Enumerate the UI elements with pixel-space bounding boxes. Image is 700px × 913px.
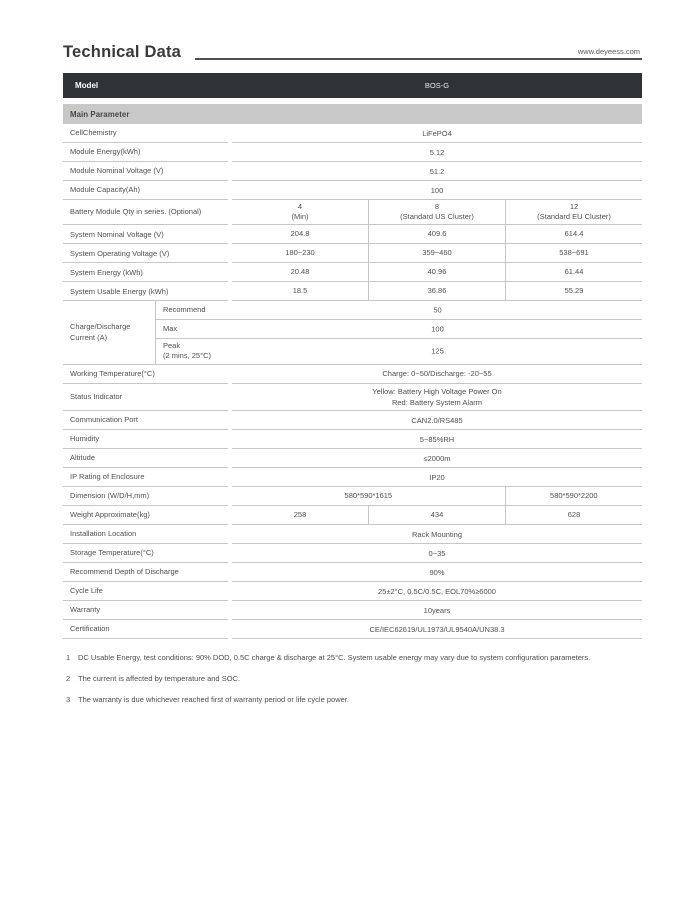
footnotes bbox=[63, 653, 642, 704]
row-value: CE/IEC62619/UL1973/UL9540A/UN38.3 bbox=[232, 620, 642, 639]
row-value: CAN2.0/RS485 bbox=[232, 411, 642, 430]
value-col-span2: 580*590*1615 bbox=[344, 490, 393, 500]
table-row bbox=[63, 487, 642, 506]
value-col bbox=[368, 200, 505, 224]
table-row bbox=[63, 124, 642, 143]
value-col bbox=[232, 506, 368, 524]
value-line: (Standard US Cluster) bbox=[400, 212, 474, 222]
value-line: 12 bbox=[569, 202, 579, 211]
value-col bbox=[368, 282, 505, 300]
row-label: Communication Port bbox=[63, 411, 228, 430]
group-label-line: Current (A) bbox=[70, 333, 108, 343]
row-columns bbox=[232, 487, 642, 506]
row-label: Module Capacity(Ah) bbox=[63, 181, 228, 200]
group-row bbox=[63, 301, 642, 364]
value-col bbox=[232, 282, 368, 300]
row-value: 0~35 bbox=[232, 544, 642, 563]
row-value: 100 bbox=[232, 181, 642, 200]
table-row bbox=[63, 225, 642, 244]
table-row bbox=[63, 384, 642, 412]
note-item bbox=[63, 695, 642, 705]
value-line: 4 bbox=[297, 202, 303, 211]
value-line: 8 bbox=[434, 202, 440, 211]
value-line: 434 bbox=[430, 509, 444, 519]
row-value: 25±2°C, 0.5C/0.5C, EOL70%≥6000 bbox=[232, 582, 642, 601]
value-line: Yellow: Battery High Voltage Power On bbox=[372, 386, 502, 396]
header-rule bbox=[195, 58, 642, 60]
row-label: Cycle Life bbox=[63, 582, 228, 601]
row-label: Warranty bbox=[63, 601, 228, 620]
value-col bbox=[505, 244, 642, 262]
note-text: DC Usable Energy, test conditions: 90% DOD, 0.5C charge & discharge at 25°C. System usable energy may vary due to system configuration parameters. bbox=[78, 653, 591, 662]
model-value: BOS-G bbox=[424, 81, 450, 90]
row-label: System Energy (kWh) bbox=[63, 263, 228, 282]
value-line: 40.96 bbox=[427, 267, 447, 277]
row-label: Installation Location bbox=[63, 525, 228, 544]
value-col: 580*590*2200 bbox=[505, 487, 642, 505]
spec-table bbox=[63, 124, 642, 639]
value-col bbox=[505, 506, 642, 524]
row-label: Battery Module Qty in series. (Optional) bbox=[63, 200, 228, 225]
table-row bbox=[63, 411, 642, 430]
table-row bbox=[63, 365, 642, 384]
row-label: Dimension (W/D/H,mm) bbox=[63, 487, 228, 506]
row-columns bbox=[232, 225, 642, 244]
sub-label-line: Recommend bbox=[163, 305, 206, 315]
group-label-line: Charge/Discharge bbox=[70, 322, 131, 332]
value-col bbox=[368, 263, 505, 281]
sub-value: 125 bbox=[431, 346, 444, 356]
sub-row bbox=[156, 339, 642, 364]
sub-label-line: (2 mins, 25°C) bbox=[163, 351, 212, 361]
row-label: Module Energy(kWh) bbox=[63, 143, 228, 162]
value-line: 180~230 bbox=[285, 248, 315, 258]
value-col bbox=[368, 506, 505, 524]
row-value: LiFePO4 bbox=[232, 124, 642, 143]
row-label: IP Rating of Enclosure bbox=[63, 468, 228, 487]
note-item bbox=[63, 674, 642, 684]
table-row bbox=[63, 181, 642, 200]
row-label: Module Nominal Voltage (V) bbox=[63, 162, 228, 181]
model-bar bbox=[63, 73, 642, 98]
sub-label bbox=[156, 341, 211, 361]
website-url: www.deyeess.com bbox=[572, 47, 640, 56]
group-label bbox=[63, 301, 155, 364]
value-line: Red: Battery System Alarm bbox=[391, 397, 482, 407]
row-columns bbox=[232, 244, 642, 263]
table-row bbox=[63, 582, 642, 601]
sub-label-line: Peak bbox=[163, 341, 181, 351]
page-title: Technical Data bbox=[63, 43, 182, 61]
table-row bbox=[63, 468, 642, 487]
row-label: Certification bbox=[63, 620, 228, 639]
row-value: Rack Mounting bbox=[232, 525, 642, 544]
row-columns bbox=[232, 506, 642, 525]
row-value-lines bbox=[372, 386, 501, 409]
sub-label bbox=[156, 324, 177, 334]
note-text: The current is affected by temperature and SOC. bbox=[78, 673, 241, 683]
row-label: Altitude bbox=[63, 449, 228, 468]
value-line: 36.86 bbox=[427, 286, 447, 296]
row-columns bbox=[232, 263, 642, 282]
value-line: 18.5 bbox=[292, 286, 308, 296]
row-label: System Usable Energy (kWh) bbox=[63, 282, 228, 301]
datasheet-page bbox=[63, 44, 642, 704]
table-row bbox=[63, 601, 642, 620]
row-label: Weight Approximate(kg) bbox=[63, 506, 228, 525]
table-row bbox=[63, 200, 642, 225]
row-label: Storage Temperature(°C) bbox=[63, 544, 228, 563]
table-row bbox=[63, 620, 642, 639]
group-label-lines bbox=[70, 321, 130, 344]
sub-label bbox=[156, 305, 206, 315]
value-line: (Min) bbox=[291, 212, 309, 222]
row-label: CellChemistry bbox=[63, 124, 228, 143]
table-row bbox=[63, 244, 642, 263]
value-line: 20.48 bbox=[290, 267, 310, 277]
model-label: Model bbox=[75, 81, 99, 90]
row-label: Recommend Depth of Discharge bbox=[63, 563, 228, 582]
value-col bbox=[368, 244, 505, 262]
sub-row bbox=[156, 301, 642, 320]
value-line: 61.44 bbox=[564, 267, 584, 277]
row-label: Status Indicator bbox=[63, 384, 228, 412]
table-row bbox=[63, 449, 642, 468]
value-line: 204.8 bbox=[290, 229, 310, 239]
table-row bbox=[63, 506, 642, 525]
table-row bbox=[63, 430, 642, 449]
value-col bbox=[232, 244, 368, 262]
table-row bbox=[63, 525, 642, 544]
row-value: IP20 bbox=[232, 468, 642, 487]
section-bar bbox=[63, 104, 642, 124]
note-number: 1 bbox=[66, 653, 71, 662]
group-subrows bbox=[155, 301, 642, 364]
table-row bbox=[63, 263, 642, 282]
value-col bbox=[505, 263, 642, 281]
row-columns bbox=[232, 282, 642, 301]
section-title: Main Parameter bbox=[70, 109, 130, 119]
value-line: (Standard EU Cluster) bbox=[537, 212, 611, 222]
value-col bbox=[368, 225, 505, 243]
row-value: 10years bbox=[232, 601, 642, 620]
table-row bbox=[63, 282, 642, 301]
value-col bbox=[505, 200, 642, 224]
value-col bbox=[505, 225, 642, 243]
value-line: 55.29 bbox=[564, 286, 584, 296]
value-col bbox=[505, 282, 642, 300]
value-line: 258 bbox=[293, 509, 307, 519]
note-number: 2 bbox=[66, 673, 71, 683]
note-text: The warranty is due whichever reached first of warranty period or life cycle power. bbox=[78, 694, 349, 704]
value-col bbox=[232, 225, 368, 243]
row-columns bbox=[232, 200, 642, 225]
value-col bbox=[232, 263, 368, 281]
row-label: System Nominal Voltage (V) bbox=[63, 225, 228, 244]
value-line: 359~460 bbox=[422, 248, 452, 258]
row-value: 5~85%RH bbox=[232, 430, 642, 449]
value-line: 614.4 bbox=[564, 229, 584, 239]
value-line: 538~691 bbox=[559, 248, 589, 258]
sub-value: 100 bbox=[431, 324, 444, 334]
sub-label-line: Max bbox=[163, 324, 178, 334]
table-row bbox=[63, 563, 642, 582]
row-value: 90% bbox=[232, 563, 642, 582]
value-line: 628 bbox=[567, 509, 581, 519]
row-value: ≤2000m bbox=[232, 449, 642, 468]
row-value: Charge: 0~50/Discharge: -20~55 bbox=[232, 365, 642, 384]
value-col bbox=[232, 200, 368, 224]
page-header bbox=[63, 44, 642, 61]
note-number: 3 bbox=[66, 694, 71, 704]
row-value: 5.12 bbox=[232, 143, 642, 162]
table-row bbox=[63, 544, 642, 563]
table-row bbox=[63, 143, 642, 162]
row-value bbox=[232, 384, 642, 412]
row-value: 51.2 bbox=[232, 162, 642, 181]
sub-value: 50 bbox=[433, 305, 442, 315]
table-row bbox=[63, 162, 642, 181]
note-item bbox=[63, 653, 642, 663]
value-line: 409.6 bbox=[427, 229, 447, 239]
row-label: System Operating Voltage (V) bbox=[63, 244, 228, 263]
row-label: Working Temperature(°C) bbox=[63, 365, 228, 384]
sub-row bbox=[156, 320, 642, 339]
row-label: Humidity bbox=[63, 430, 228, 449]
